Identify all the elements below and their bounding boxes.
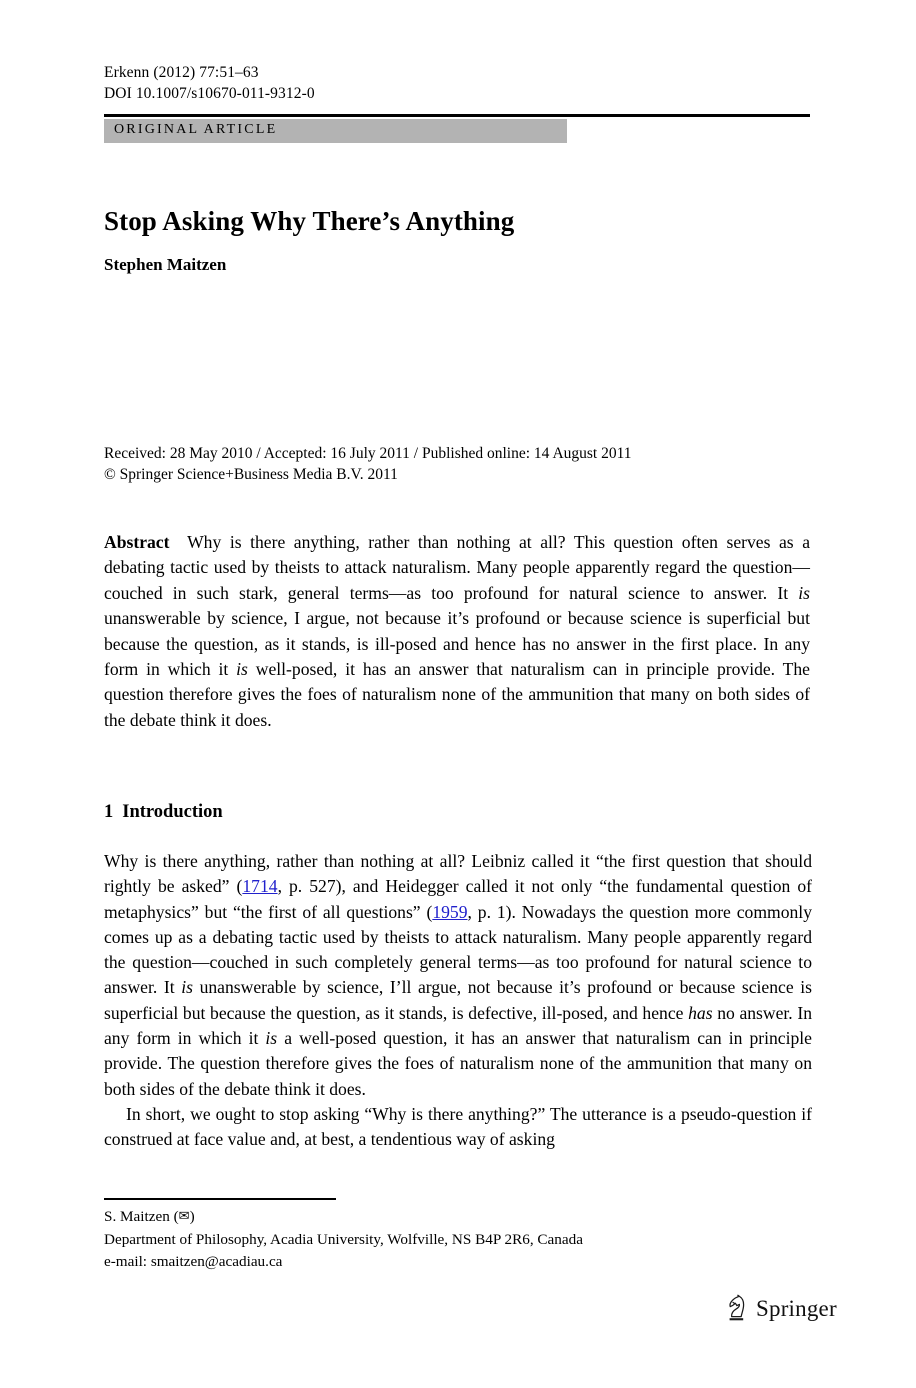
email-label: e-mail: bbox=[104, 1253, 151, 1270]
para1-text-a: Why is there anything, rather than nothing at all? Leibniz called it “the first question that should rightly be asked” ( bbox=[104, 851, 812, 897]
knight-chess-piece-icon bbox=[723, 1294, 749, 1324]
corresponding-author-name: S. Maitzen ( bbox=[104, 1208, 179, 1225]
footnote-block bbox=[104, 1206, 824, 1274]
journal-citation-line: Erkenn (2012) 77:51–63 bbox=[104, 64, 259, 81]
para1-text-f: a well-posed question, it has an answer that naturalism can in principle provide. The question therefore gives the foes of naturalism none of the ammunition that many on both sides of the debate think it does. bbox=[104, 1028, 812, 1099]
para1-emphasis-3: is bbox=[265, 1028, 278, 1049]
page-title: Stop Asking Why There’s Anything bbox=[104, 206, 515, 237]
para1-text-d: unanswerable by science, I’ll argue, not because it’s profound or because science is superficial but because the question, as it stands, is defective, ill-posed, and hence bbox=[104, 977, 812, 1023]
publication-dates bbox=[104, 443, 834, 485]
journal-doi-line: DOI 10.1007/s10670-011-9312-0 bbox=[104, 85, 315, 102]
para1-emphasis-1: is bbox=[181, 977, 193, 998]
received-accepted-line: Received: 28 May 2010 / Accepted: 16 July 2011 / Published online: 14 August 2011 bbox=[104, 445, 632, 462]
section-heading-introduction bbox=[104, 800, 810, 824]
publisher-logo bbox=[723, 1294, 837, 1324]
corresponding-author-line bbox=[104, 1206, 824, 1229]
header-rule bbox=[104, 114, 810, 117]
abstract-text-part-2: unanswerable by science, I argue, not because it’s profound or because science is superficial but because the question, as it stands, is ill-posed and hence has no answer in the first place. In any form in which it bbox=[104, 608, 810, 680]
paragraph-1 bbox=[104, 849, 812, 1102]
body-text bbox=[104, 849, 812, 1153]
copyright-line: © Springer Science+Business Media B.V. 2011 bbox=[104, 466, 398, 483]
abstract-emphasis-2: is bbox=[236, 659, 248, 680]
corresponding-author-paren-close: ) bbox=[189, 1208, 195, 1225]
abstract-text-part-1: Why is there anything, rather than nothing at all? This question often serves as a debating tactic used by theists to attack naturalism. Many people apparently regard the question—couched in such stark, general terms—as too profound for natural science to answer. It bbox=[104, 532, 810, 603]
abstract-emphasis-1: is bbox=[798, 582, 810, 603]
envelope-icon: ✉ bbox=[178, 1208, 190, 1223]
para1-emphasis-2: has bbox=[688, 1002, 713, 1023]
footnote-divider bbox=[104, 1198, 336, 1200]
author-name: Stephen Maitzen bbox=[104, 255, 227, 274]
article-type-label: ORIGINAL ARTICLE bbox=[114, 122, 278, 137]
section-number: 1 bbox=[104, 802, 114, 822]
article-type-banner bbox=[104, 119, 567, 143]
affiliation-line: Department of Philosophy, Acadia University, Wolfville, NS B4P 2R6, Canada bbox=[104, 1230, 583, 1248]
para1-text-e: no answer. In any form in which it bbox=[104, 1002, 812, 1049]
abstract-label: Abstract bbox=[104, 532, 170, 552]
para1-text-c: , p. 1). Nowadays the question more commonly comes up as a debating tactic used by theists to attack naturalism. Many people apparently regard the question—couched in such completely general terms—as too profound for natural science to answer. It bbox=[104, 901, 812, 998]
email-address: smaitzen@acadiau.ca bbox=[150, 1253, 283, 1270]
publisher-name: Springer bbox=[756, 1296, 837, 1321]
journal-header bbox=[104, 62, 814, 104]
paragraph-2: In short, we ought to stop asking “Why is there anything?” The utterance is a pseudo-question if construed at face value and, at best, a tendentious way of asking bbox=[104, 1103, 812, 1150]
para1-text-b: , p. 527), and Heidegger called it not only “the fundamental question of metaphysics” but “the first of all questions” ( bbox=[104, 876, 812, 922]
email-line bbox=[104, 1251, 824, 1274]
citation-link-1714[interactable]: 1714 bbox=[242, 876, 278, 897]
abstract-text-part-3: well-posed, it has an answer that naturalism can in principle provide. The question therefore gives the foes of naturalism none of the ammunition that many on both sides of the debate think it does. bbox=[104, 659, 810, 730]
section-title: Introduction bbox=[122, 802, 223, 822]
abstract-block bbox=[104, 530, 810, 733]
citation-link-1959[interactable]: 1959 bbox=[432, 901, 468, 922]
